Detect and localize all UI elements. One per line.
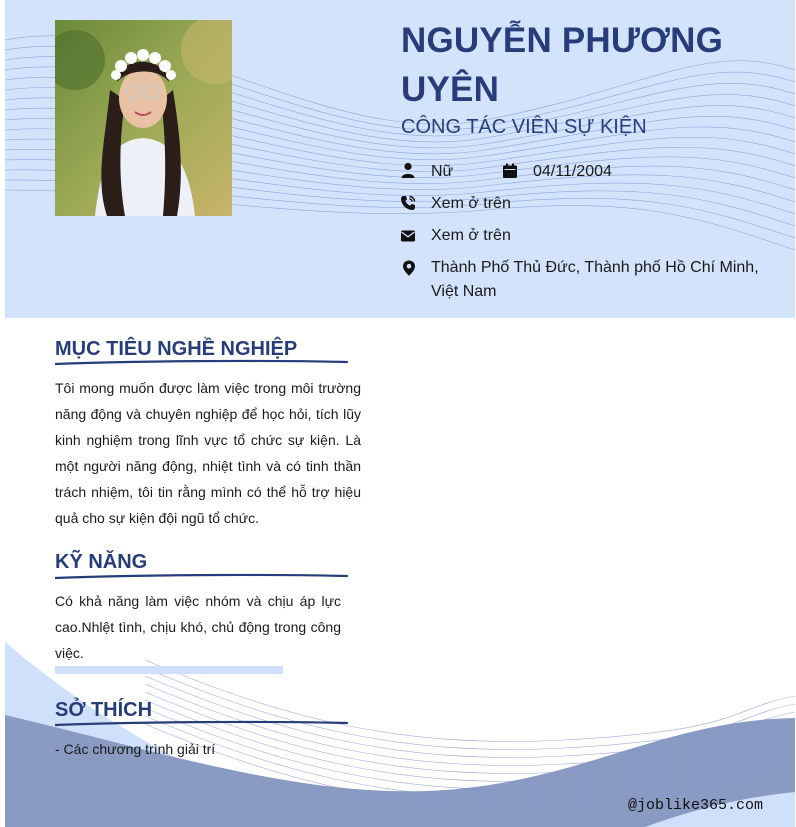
gender-value: Nữ: [431, 163, 454, 180]
profile-photo: [55, 20, 232, 216]
hobbies-title-underline: [55, 719, 355, 729]
objective-title-underline: [55, 358, 355, 368]
objective-text: Tôi mong muốn được làm việc trong môi trường năng động và chuyên nghiệp để học hỏi, tích lũy kinh nghiệm trong lĩnh vực tổ chức sự kiện. Là một người năng động, nhiệt tình và có tinh thần trách nhiệm, tôi tin rằng mình có thể hỗ trợ hiệu quả cho sự kiện đội ngũ tổ chức.: [55, 380, 361, 526]
location-pin-icon: [401, 260, 417, 276]
hobbies-title: SỞ THÍCH: [55, 699, 153, 721]
skills-title-underline: [55, 572, 355, 582]
skills-title: KỸ NĂNG: [55, 551, 148, 573]
hobbies-text: - Các chương trình giải trí: [55, 741, 216, 757]
calendar-icon: [502, 163, 518, 179]
phone-value: Xem ở trên: [431, 195, 511, 212]
phone-icon: [400, 195, 416, 211]
address-value: Thành Phố Thủ Đức, Thành phố Hồ Chí Minh, Việt Nam: [431, 259, 759, 300]
birthday-value: 04/11/2004: [533, 163, 612, 180]
watermark: @joblike365.com: [628, 797, 764, 814]
candidate-name: NGUYỄN PHƯƠNG UYÊN: [401, 21, 724, 109]
job-title: CÔNG TÁC VIÊN SỰ KIỆN: [401, 116, 647, 138]
email-value: Xem ở trên: [431, 227, 511, 244]
skill-level-bar: [55, 666, 283, 674]
envelope-icon: [400, 228, 416, 244]
skills-text: Có khả năng làm việc nhóm và chịu áp lực cao.Nhlệt tình, chịu khó, chủ động trong công việc.: [55, 593, 341, 661]
objective-title: MỤC TIÊU NGHỀ NGHIỆP: [55, 338, 298, 360]
person-icon: [400, 162, 416, 178]
cv-page: [5, 0, 795, 827]
